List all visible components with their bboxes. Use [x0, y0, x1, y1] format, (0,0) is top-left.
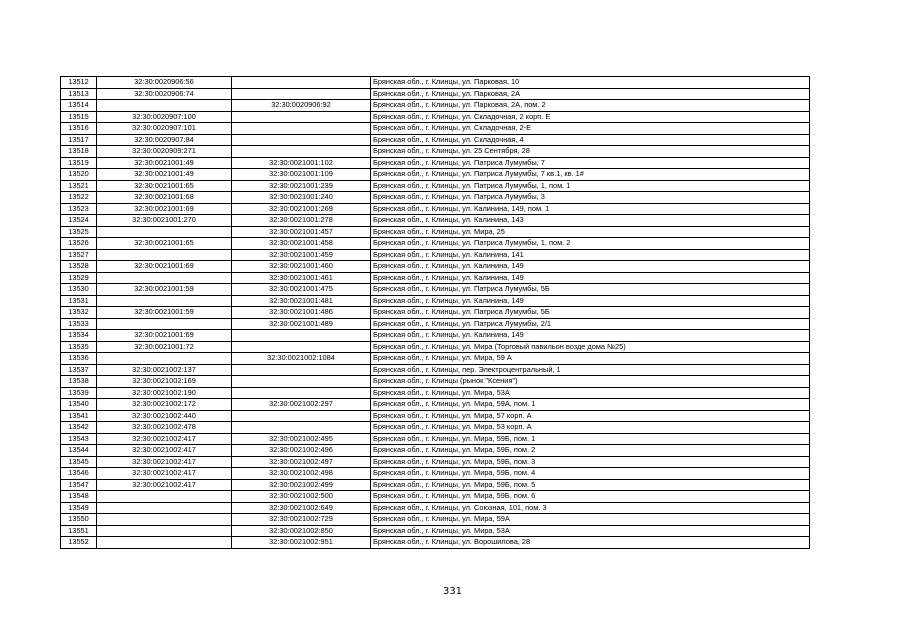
- object-cadastral-number-cell: [232, 422, 371, 434]
- table-row: [61, 514, 810, 526]
- cadastral-number-cell: [97, 272, 232, 284]
- row-number-cell: 13520: [61, 169, 97, 181]
- cadastral-number-cell: 32:30:0021001:69: [97, 261, 232, 273]
- address-cell: Брянская обл., г. Клинцы, ул. Союзная, 101, пом. 3: [371, 502, 810, 514]
- address-cell: Брянская обл., г. Клинцы, ул. Мира, 59Б, пом. 1: [371, 433, 810, 445]
- table-row: [61, 433, 810, 445]
- cadastral-number-cell: [97, 491, 232, 503]
- cadastral-number-cell: 32:30:0021001:59: [97, 284, 232, 296]
- row-number-cell: 13546: [61, 468, 97, 480]
- row-number-cell: 13518: [61, 146, 97, 158]
- address-cell: Брянская обл., г. Клинцы, пер. Электроцентральный, 1: [371, 364, 810, 376]
- table-row: [61, 77, 810, 89]
- row-number-cell: 13547: [61, 479, 97, 491]
- table-row: [61, 249, 810, 261]
- cadastral-number-cell: 32:30:0021002:190: [97, 387, 232, 399]
- table-row: [61, 376, 810, 388]
- object-cadastral-number-cell: 32:30:0021001:278: [232, 215, 371, 227]
- object-cadastral-number-cell: 32:30:0021002:1084: [232, 353, 371, 365]
- address-cell: Брянская обл., г. Клинцы, ул. Мира, 59Б, пом. 2: [371, 445, 810, 457]
- object-cadastral-number-cell: 32:30:0021002:497: [232, 456, 371, 468]
- object-cadastral-number-cell: 32:30:0021001:239: [232, 180, 371, 192]
- address-cell: Брянская обл., г. Клинцы, ул. Патриса Лумумбы, 7 кв.1, кв. 1#: [371, 169, 810, 181]
- table-row: [61, 399, 810, 411]
- cadastral-number-cell: [97, 502, 232, 514]
- row-number-cell: 13521: [61, 180, 97, 192]
- row-number-cell: 13530: [61, 284, 97, 296]
- table-row: [61, 238, 810, 250]
- row-number-cell: 13513: [61, 88, 97, 100]
- address-cell: Брянская обл., г. Клинцы, ул. Мира, 59А, пом. 1: [371, 399, 810, 411]
- row-number-cell: 13551: [61, 525, 97, 537]
- table-row: [61, 445, 810, 457]
- table-row: [61, 272, 810, 284]
- cadastral-number-cell: 32:30:0021002:417: [97, 479, 232, 491]
- row-number-cell: 13549: [61, 502, 97, 514]
- object-cadastral-number-cell: 32:30:0021001:461: [232, 272, 371, 284]
- cadastral-number-cell: 32:30:0021001:49: [97, 169, 232, 181]
- row-number-cell: 13533: [61, 318, 97, 330]
- table-row: [61, 123, 810, 135]
- row-number-cell: 13534: [61, 330, 97, 342]
- row-number-cell: 13538: [61, 376, 97, 388]
- cadastral-number-cell: [97, 100, 232, 112]
- address-cell: Брянская обл., г. Клинцы, ул. Мира, 57 корп. А: [371, 410, 810, 422]
- cadastral-number-cell: 32:30:0021002:417: [97, 468, 232, 480]
- object-cadastral-number-cell: 32:30:0021002:649: [232, 502, 371, 514]
- row-number-cell: 13548: [61, 491, 97, 503]
- object-cadastral-number-cell: [232, 88, 371, 100]
- address-cell: Брянская обл., г. Клинцы, ул. Мира, 59Б, пом. 6: [371, 491, 810, 503]
- address-cell: Брянская обл., г. Клинцы, ул. Калинина, 141: [371, 249, 810, 261]
- object-cadastral-number-cell: 32:30:0021002:297: [232, 399, 371, 411]
- address-cell: Брянская обл., г. Клинцы, ул. Мира, 53А: [371, 387, 810, 399]
- cadastral-number-cell: 32:30:0021001:69: [97, 203, 232, 215]
- row-number-cell: 13539: [61, 387, 97, 399]
- object-cadastral-number-cell: 32:30:0021001:489: [232, 318, 371, 330]
- cadastral-number-cell: 32:30:0020907:100: [97, 111, 232, 123]
- table-row: [61, 307, 810, 319]
- address-cell: Брянская обл., г. Клинцы, ул. Мира, 25: [371, 226, 810, 238]
- object-cadastral-number-cell: 32:30:0021002:496: [232, 445, 371, 457]
- cadastral-number-cell: 32:30:0021001:270: [97, 215, 232, 227]
- row-number-cell: 13532: [61, 307, 97, 319]
- cadastral-number-cell: [97, 525, 232, 537]
- table-row: [61, 353, 810, 365]
- object-cadastral-number-cell: 32:30:0021001:109: [232, 169, 371, 181]
- row-number-cell: 13517: [61, 134, 97, 146]
- table-row: [61, 146, 810, 158]
- row-number-cell: 13516: [61, 123, 97, 135]
- address-cell: Брянская обл., г. Клинцы, ул. Патриса Лумумбы, 5Б: [371, 284, 810, 296]
- address-cell: Брянская обл., г. Клинцы, ул. Ворошилова, 28: [371, 537, 810, 549]
- table-row: [61, 525, 810, 537]
- table-row: [61, 100, 810, 112]
- row-number-cell: 13527: [61, 249, 97, 261]
- row-number-cell: 13550: [61, 514, 97, 526]
- address-cell: Брянская обл., г. Клинцы, ул. Калинина, 149, пом. 1: [371, 203, 810, 215]
- cadastral-number-cell: [97, 353, 232, 365]
- row-number-cell: 13528: [61, 261, 97, 273]
- cadastral-number-cell: [97, 249, 232, 261]
- object-cadastral-number-cell: [232, 146, 371, 158]
- address-cell: Брянская обл., г. Клинцы, ул. Складочная, 2 корп. Е: [371, 111, 810, 123]
- object-cadastral-number-cell: [232, 341, 371, 353]
- table-row: [61, 422, 810, 434]
- object-cadastral-number-cell: [232, 111, 371, 123]
- table-row: [61, 111, 810, 123]
- table-row: [61, 491, 810, 503]
- table-row: [61, 295, 810, 307]
- table-row: [61, 456, 810, 468]
- object-cadastral-number-cell: 32:30:0021002:500: [232, 491, 371, 503]
- address-cell: Брянская обл., г. Клинцы, ул. Патриса Лумумбы, 2/1: [371, 318, 810, 330]
- cadastral-number-cell: 32:30:0021001:65: [97, 180, 232, 192]
- address-cell: Брянская обл., г. Клинцы, ул. Патриса Лумумбы, 7: [371, 157, 810, 169]
- address-cell: Брянская обл., г. Клинцы, ул. Мира, 59 А: [371, 353, 810, 365]
- address-cell: Брянская обл., г. Клинцы, ул. Мира, 59А: [371, 514, 810, 526]
- cadastral-number-cell: 32:30:0021001:49: [97, 157, 232, 169]
- address-cell: Брянская обл., г. Клинцы, ул. Мира, 59Б, пом. 4: [371, 468, 810, 480]
- table-row: [61, 88, 810, 100]
- row-number-cell: 13541: [61, 410, 97, 422]
- object-cadastral-number-cell: 32:30:0021001:240: [232, 192, 371, 204]
- row-number-cell: 13522: [61, 192, 97, 204]
- cadastral-number-cell: 32:30:0021001:68: [97, 192, 232, 204]
- row-number-cell: 13519: [61, 157, 97, 169]
- object-cadastral-number-cell: 32:30:0021002:850: [232, 525, 371, 537]
- cadastral-number-cell: [97, 537, 232, 549]
- table-row: [61, 387, 810, 399]
- cadastral-number-cell: 32:30:0021001:69: [97, 330, 232, 342]
- cadastral-number-cell: 32:30:0021002:417: [97, 445, 232, 457]
- cadastral-number-cell: [97, 226, 232, 238]
- table-row: [61, 261, 810, 273]
- table-row: [61, 157, 810, 169]
- object-cadastral-number-cell: [232, 364, 371, 376]
- cadastral-number-cell: 32:30:0021002:137: [97, 364, 232, 376]
- table-row: [61, 284, 810, 296]
- row-number-cell: 13523: [61, 203, 97, 215]
- table-body: [61, 77, 810, 549]
- address-cell: Брянская обл., г. Клинцы (рынок "Ксения"): [371, 376, 810, 388]
- object-cadastral-number-cell: [232, 77, 371, 89]
- address-cell: Брянская обл., г. Клинцы, ул. Складочная, 4: [371, 134, 810, 146]
- table-row: [61, 479, 810, 491]
- row-number-cell: 13544: [61, 445, 97, 457]
- object-cadastral-number-cell: 32:30:0021001:459: [232, 249, 371, 261]
- address-cell: Брянская обл., г. Клинцы, ул. Калинина, 149: [371, 295, 810, 307]
- object-cadastral-number-cell: 32:30:0021001:486: [232, 307, 371, 319]
- cadastral-number-cell: 32:30:0020906:74: [97, 88, 232, 100]
- object-cadastral-number-cell: [232, 387, 371, 399]
- address-cell: Брянская обл., г. Клинцы, ул. Мира, 59Б, пом. 3: [371, 456, 810, 468]
- address-cell: Брянская обл., г. Клинцы, ул. Калинина, 143: [371, 215, 810, 227]
- object-cadastral-number-cell: 32:30:0021001:457: [232, 226, 371, 238]
- row-number-cell: 13540: [61, 399, 97, 411]
- address-cell: Брянская обл., г. Клинцы, ул. Патриса Лумумбы, 5Б: [371, 307, 810, 319]
- row-number-cell: 13545: [61, 456, 97, 468]
- cadastral-number-cell: 32:30:0020909:271: [97, 146, 232, 158]
- address-cell: Брянская обл., г. Клинцы, ул. 25 Сентября, 28: [371, 146, 810, 158]
- address-cell: Брянская обл., г. Клинцы, ул. Калинина, 149: [371, 261, 810, 273]
- object-cadastral-number-cell: [232, 134, 371, 146]
- cadastral-number-cell: 32:30:0020907:84: [97, 134, 232, 146]
- row-number-cell: 13535: [61, 341, 97, 353]
- object-cadastral-number-cell: 32:30:0021001:458: [232, 238, 371, 250]
- address-cell: Брянская обл., г. Клинцы, ул. Патриса Лумумбы, 3: [371, 192, 810, 204]
- cadastral-number-cell: 32:30:0021001:72: [97, 341, 232, 353]
- cadastral-number-cell: 32:30:0021001:59: [97, 307, 232, 319]
- cadastral-number-cell: 32:30:0021002:172: [97, 399, 232, 411]
- address-cell: Брянская обл., г. Клинцы, ул. Мира, 53 корп. А: [371, 422, 810, 434]
- table-row: [61, 169, 810, 181]
- row-number-cell: 13537: [61, 364, 97, 376]
- table-row: [61, 468, 810, 480]
- table-row: [61, 215, 810, 227]
- address-cell: Брянская обл., г. Клинцы, ул. Мира, 53А: [371, 525, 810, 537]
- object-cadastral-number-cell: [232, 410, 371, 422]
- table-row: [61, 134, 810, 146]
- table-row: [61, 364, 810, 376]
- table-row: [61, 226, 810, 238]
- row-number-cell: 13515: [61, 111, 97, 123]
- table-row: [61, 192, 810, 204]
- address-cell: Брянская обл., г. Клинцы, ул. Патриса Лумумбы, 1, пом. 1: [371, 180, 810, 192]
- object-cadastral-number-cell: 32:30:0020906:92: [232, 100, 371, 112]
- object-cadastral-number-cell: 32:30:0021002:498: [232, 468, 371, 480]
- object-cadastral-number-cell: [232, 330, 371, 342]
- table-row: [61, 410, 810, 422]
- object-cadastral-number-cell: 32:30:0021002:499: [232, 479, 371, 491]
- object-cadastral-number-cell: 32:30:0021001:481: [232, 295, 371, 307]
- object-cadastral-number-cell: 32:30:0021001:269: [232, 203, 371, 215]
- object-cadastral-number-cell: 32:30:0021002:729: [232, 514, 371, 526]
- cadastral-number-cell: 32:30:0021002:417: [97, 456, 232, 468]
- object-cadastral-number-cell: 32:30:0021001:102: [232, 157, 371, 169]
- address-cell: Брянская обл., г. Клинцы, ул. Калинина, 149: [371, 330, 810, 342]
- table-row: [61, 330, 810, 342]
- table-row: [61, 180, 810, 192]
- cadastral-number-cell: [97, 318, 232, 330]
- row-number-cell: 13512: [61, 77, 97, 89]
- row-number-cell: 13524: [61, 215, 97, 227]
- row-number-cell: 13529: [61, 272, 97, 284]
- row-number-cell: 13543: [61, 433, 97, 445]
- row-number-cell: 13526: [61, 238, 97, 250]
- object-cadastral-number-cell: [232, 376, 371, 388]
- row-number-cell: 13514: [61, 100, 97, 112]
- address-cell: Брянская обл., г. Клинцы, ул. Мира, 59Б, пом. 5: [371, 479, 810, 491]
- cadastral-number-cell: [97, 514, 232, 526]
- cadastral-number-cell: 32:30:0020906:56: [97, 77, 232, 89]
- row-number-cell: 13536: [61, 353, 97, 365]
- row-number-cell: 13525: [61, 226, 97, 238]
- address-cell: Брянская обл., г. Клинцы, ул. Мира (Торговый павильон возде дома №25): [371, 341, 810, 353]
- address-cell: Брянская обл., г. Клинцы, ул. Парковая, 2А: [371, 88, 810, 100]
- table-row: [61, 203, 810, 215]
- cadastral-number-cell: 32:30:0021002:169: [97, 376, 232, 388]
- table-row: [61, 537, 810, 549]
- cadastral-number-cell: 32:30:0020907:101: [97, 123, 232, 135]
- cadastral-number-cell: [97, 295, 232, 307]
- data-table: [60, 76, 810, 549]
- table-row: [61, 502, 810, 514]
- cadastral-number-cell: 32:30:0021002:478: [97, 422, 232, 434]
- object-cadastral-number-cell: 32:30:0021001:460: [232, 261, 371, 273]
- object-cadastral-number-cell: 32:30:0021002:495: [232, 433, 371, 445]
- table-row: [61, 318, 810, 330]
- table-row: [61, 341, 810, 353]
- address-cell: Брянская обл., г. Клинцы, ул. Парковая, 10: [371, 77, 810, 89]
- address-cell: Брянская обл., г. Клинцы, ул. Парковая, 2А, пом. 2: [371, 100, 810, 112]
- object-cadastral-number-cell: 32:30:0021002:951: [232, 537, 371, 549]
- cadastral-number-cell: 32:30:0021002:440: [97, 410, 232, 422]
- row-number-cell: 13542: [61, 422, 97, 434]
- object-cadastral-number-cell: 32:30:0021001:475: [232, 284, 371, 296]
- cadastral-number-cell: 32:30:0021002:417: [97, 433, 232, 445]
- cadastral-number-cell: 32:30:0021001:65: [97, 238, 232, 250]
- row-number-cell: 13531: [61, 295, 97, 307]
- object-cadastral-number-cell: [232, 123, 371, 135]
- page-number: 331: [442, 586, 463, 597]
- row-number-cell: 13552: [61, 537, 97, 549]
- address-cell: Брянская обл., г. Клинцы, ул. Калинина, 149: [371, 272, 810, 284]
- address-cell: Брянская обл., г. Клинцы, ул. Складочная, 2-Е: [371, 123, 810, 135]
- address-cell: Брянская обл., г. Клинцы, ул. Патриса Лумумбы, 1, пом. 2: [371, 238, 810, 250]
